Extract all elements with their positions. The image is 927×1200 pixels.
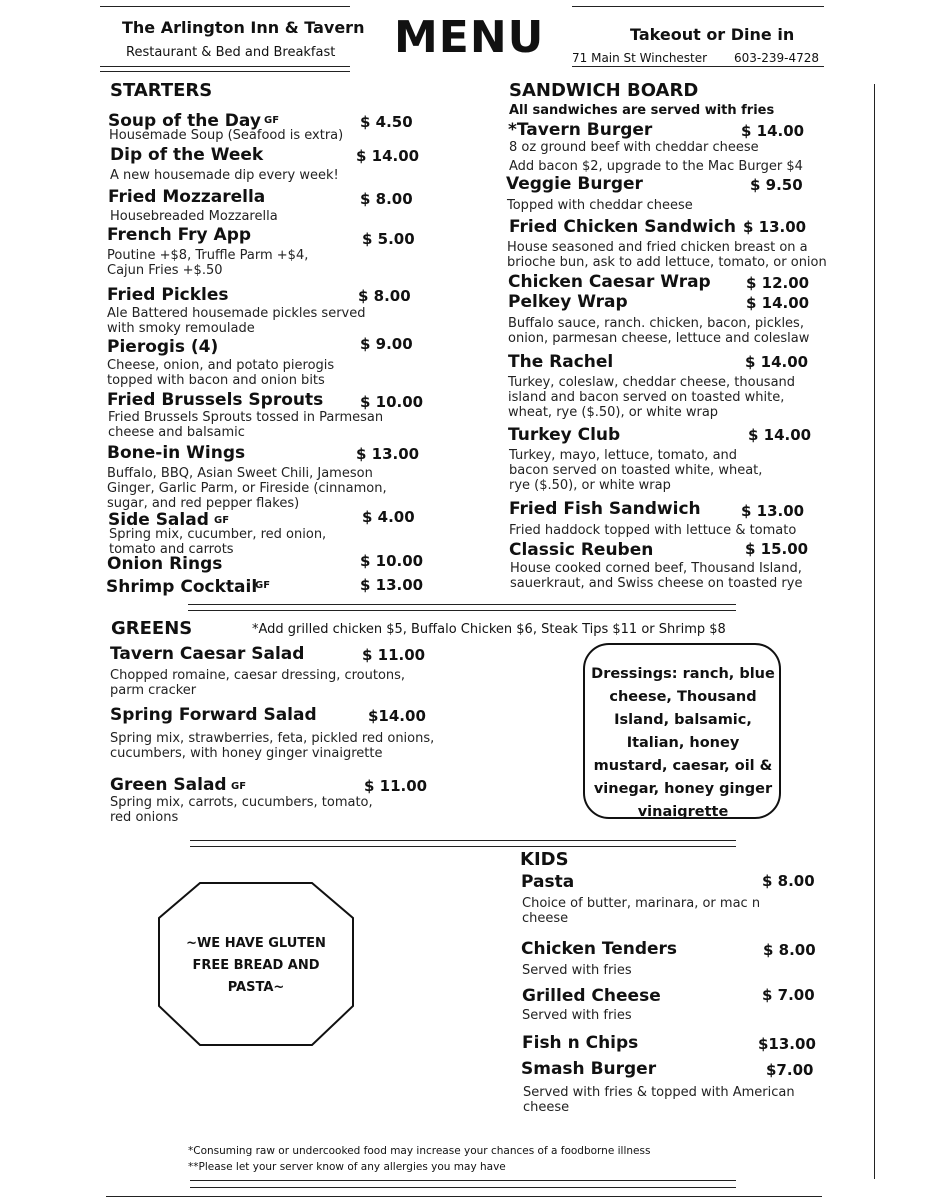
greens-price: $14.00 [368,707,426,725]
greens-price: $ 11.00 [362,646,426,664]
kids-price: $7.00 [766,1061,814,1079]
kids-desc: Served with fries [522,963,632,978]
sandwich-price: $ 13.00 [743,218,807,236]
starter-desc: Housemade Soup (Seafood is extra) [109,128,344,143]
sandwich-name: Chicken Caesar Wrap [508,272,711,292]
sandwich-price: $ 14.00 [748,426,812,444]
starter-name: French Fry App [107,225,252,245]
address: 71 Main St Winchester [572,51,708,65]
kids-title: KIDS [520,849,569,870]
greens-desc: Chopped romaine, caesar dressing, croutons, parm cracker [110,668,406,698]
starter-desc: Spring mix, cucumber, red onion, tomato and carrots [109,527,327,557]
gf-badge: GF [255,580,271,591]
top-rule-right [572,6,824,7]
footer-note: *Consuming raw or undercooked food may increase your chances of a foodborne illness [188,1145,651,1157]
sandwich-desc: Turkey, coleslaw, cheddar cheese, thousand island and bacon served on toasted white, wheat, rye ($.50), or white wrap [508,375,796,420]
gluten-free-notice: ~WE HAVE GLUTEN FREE BREAD AND PASTA~ [186,936,326,995]
sandwich-name: *Tavern Burger [508,120,653,140]
sandwich-name: Fried Chicken Sandwich [509,217,736,237]
starter-price: $ 4.00 [362,508,415,526]
sandwich-name: Pelkey Wrap [508,292,628,312]
gf-badge: GF [264,115,280,126]
greens-desc: Spring mix, strawberries, feta, pickled red onions, cucumbers, with honey ginger vinaigrette [110,731,435,761]
starter-price: $ 13.00 [356,445,420,463]
sandwich-price: $ 13.00 [741,502,805,520]
starter-desc: Buffalo, BBQ, Asian Sweet Chili, Jameson Ginger, Garlic Parm, or Fireside (cinnamon, sugar, and red pepper flakes) [107,466,387,511]
starter-desc: Fried Brussels Sprouts tossed in Parmesan cheese and balsamic [108,410,384,440]
greens-desc: Spring mix, carrots, cucumbers, tomato, red onions [110,795,373,825]
sandwich-desc: House seasoned and fried chicken breast on a brioche bun, ask to add lettuce, tomato, or onion [507,240,827,270]
greens-price: $ 11.00 [364,777,428,795]
sandwich-desc-extra: Add bacon $2, upgrade to the Mac Burger $4 [509,159,803,174]
kids-name: Smash Burger [521,1059,657,1079]
sandwich-name: The Rachel [508,352,614,372]
starter-price: $ 14.00 [356,147,420,165]
sandwich-desc: House cooked corned beef, Thousand Island, sauerkraut, and Swiss cheese on toasted rye [510,561,803,591]
kids-price: $ 8.00 [763,941,816,959]
section-rule [190,840,736,841]
section-rule [190,846,736,847]
starter-name: Side Salad [108,510,209,530]
sandwich-note: All sandwiches are served with fries [509,103,775,118]
starter-price: $ 10.00 [360,393,424,411]
footer-note: **Please let your server know of any allergies you may have [188,1161,506,1173]
starter-price: $ 4.50 [360,113,413,131]
sandwich-desc: Fried haddock topped with lettuce & tomato [509,523,797,538]
sandwich-name: Classic Reuben [509,540,654,560]
starter-name: Soup of the Day [108,111,261,131]
header-rule-left-2 [100,71,350,72]
starter-name: Bone-in Wings [107,443,246,463]
phone: 603-239-4728 [734,51,820,65]
kids-price: $ 8.00 [762,872,815,890]
kids-name: Grilled Cheese [522,986,661,1006]
greens-name: Tavern Caesar Salad [110,644,305,664]
starter-name: Dip of the Week [110,145,264,165]
starter-price: $ 8.00 [358,287,411,305]
inn-name: The Arlington Inn & Tavern [122,18,365,37]
starter-name: Fried Brussels Sprouts [107,390,324,410]
starter-desc: Poutine +$8, Truffle Parm +$4, Cajun Fries +$.50 [107,248,309,278]
dressings-text: Dressings: ranch, blue cheese, Thousand Island, balsamic, Italian, honey mustard, caesar, oil & vinegar, honey ginger vinaigrette [591,666,775,820]
header-rule-right [572,66,824,67]
kids-desc: Choice of butter, marinara, or mac n cheese [522,896,761,926]
starters-title: STARTERS [110,80,213,101]
sandwich-name: Veggie Burger [506,174,643,194]
top-rule-left [100,6,350,7]
starter-price: $ 5.00 [362,230,415,248]
kids-name: Pasta [521,872,575,892]
sandwich-price: $ 12.00 [746,274,810,292]
bottom-rule [106,1196,822,1197]
section-rule [188,610,736,611]
starter-price: $ 13.00 [360,576,424,594]
starter-desc: Cheese, onion, and potato pierogis topped with bacon and onion bits [107,358,335,388]
footer-rule [190,1180,736,1181]
takeout-label: Takeout or Dine in [630,25,795,44]
sandwich-price: $ 9.50 [750,176,803,194]
menu-title: MENU [394,12,545,63]
starter-name: Fried Mozzarella [108,187,266,207]
kids-name: Chicken Tenders [521,939,678,959]
sandwich-title: SANDWICH BOARD [509,80,699,101]
starter-name: Pierogis (4) [107,337,219,357]
gf-badge: GF [231,781,247,792]
greens-name: Green Salad [110,775,227,795]
starter-name: Shrimp Cocktail [106,577,258,597]
sandwich-price: $ 14.00 [745,353,809,371]
kids-price: $ 7.00 [762,986,815,1004]
sandwich-desc: Topped with cheddar cheese [507,198,693,213]
footer-rule [190,1187,736,1188]
header-rule-left [100,66,350,67]
starter-price: $ 10.00 [360,552,424,570]
kids-desc: Served with fries & topped with American cheese [523,1085,795,1115]
sandwich-desc: Turkey, mayo, lettuce, tomato, and bacon served on toasted white, wheat, rye ($.50), or white wrap [509,448,763,493]
sandwich-price: $ 15.00 [745,540,809,558]
starter-desc: A new housemade dip every week! [110,168,339,183]
starter-desc: Ale Battered housemade pickles served with smoky remoulade [107,306,366,336]
starter-desc: Housebreaded Mozzarella [110,209,278,224]
inn-subtitle: Restaurant & Bed and Breakfast [126,45,336,60]
starter-price: $ 8.00 [360,190,413,208]
sandwich-name: Turkey Club [508,425,621,445]
kids-name: Fish n Chips [522,1033,639,1053]
starter-price: $ 9.00 [360,335,413,353]
sandwich-name: Fried Fish Sandwich [509,499,701,519]
section-rule [188,604,736,605]
greens-title: GREENS [111,618,193,639]
kids-price: $13.00 [758,1035,816,1053]
starter-name: Fried Pickles [107,285,229,305]
sandwich-desc: 8 oz ground beef with cheddar cheese [509,140,759,155]
sandwich-price: $ 14.00 [746,294,810,312]
page-border-right [874,84,875,1179]
sandwich-desc: Buffalo sauce, ranch. chicken, bacon, pickles, onion, parmesan cheese, lettuce and coleslaw [508,316,810,346]
greens-addons: *Add grilled chicken $5, Buffalo Chicken $6, Steak Tips $11 or Shrimp $8 [252,622,726,637]
greens-name: Spring Forward Salad [110,705,317,725]
gf-badge: GF [214,515,230,526]
kids-desc: Served with fries [522,1008,632,1023]
starter-name: Onion Rings [107,554,223,574]
sandwich-price: $ 14.00 [741,122,805,140]
